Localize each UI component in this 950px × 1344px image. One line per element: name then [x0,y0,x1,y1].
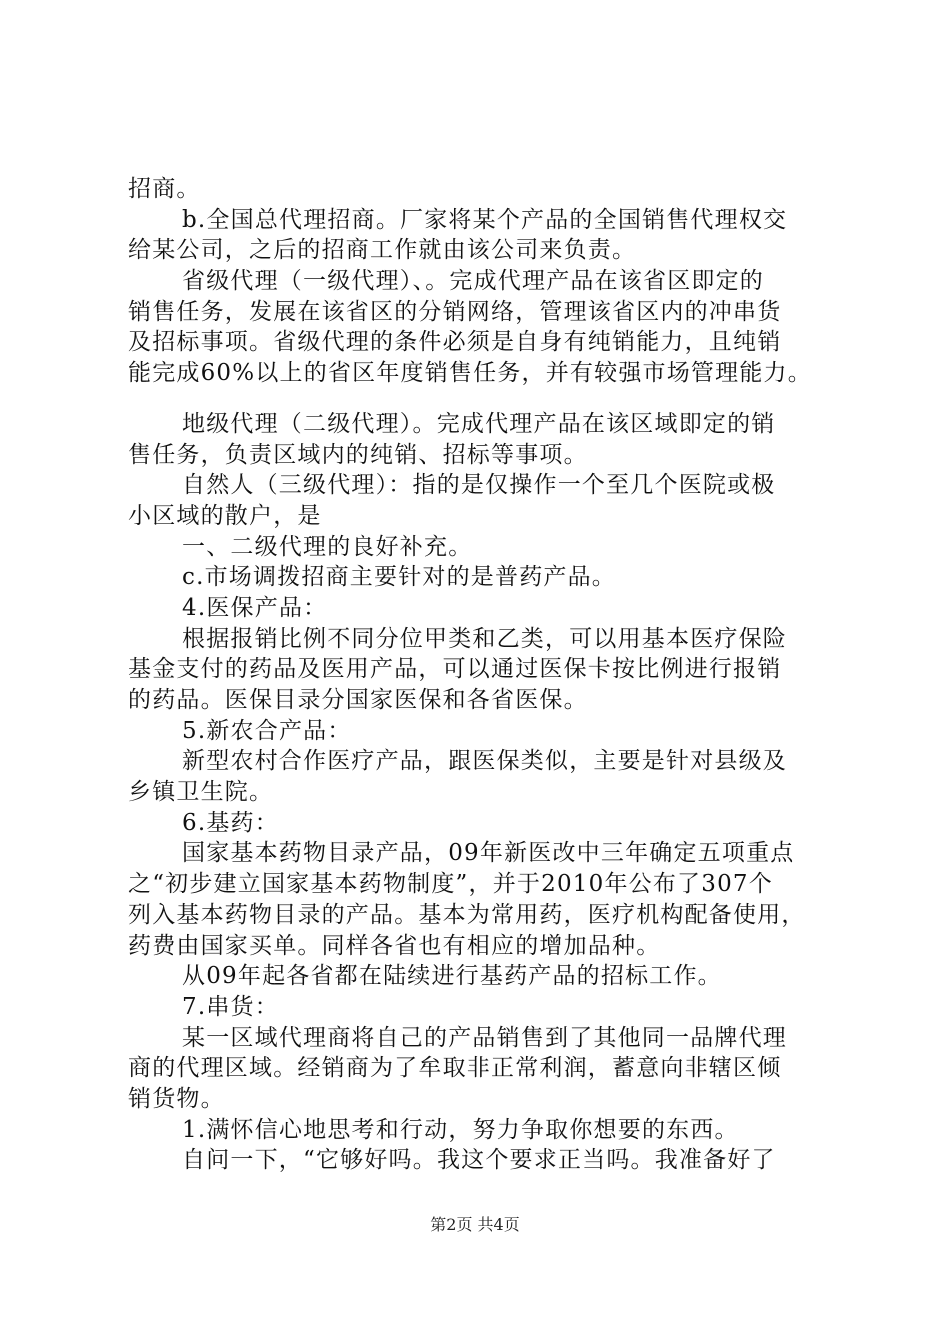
text-line: 新型农村合作医疗产品，跟医保类似，主要是针对县级及 [182,748,787,775]
text-line: 售任务，负责区域内的纯销、招标等事项。 [128,441,588,468]
text-line: 招商。 [128,176,201,202]
page-footer: 第2页 共4页 [430,1215,520,1234]
text-line: 自问一下，“它够好吗。我这个要求正当吗。我准备好了 [182,1147,776,1174]
text-line: 列入基本药物目录的产品。基本为常用药，医疗机构配备使用， [128,901,806,928]
text-line: 乡镇卫生院。 [128,779,274,806]
text-line: 自然人（三级代理）：指的是仅操作一个至几个医院或极 [182,472,776,499]
text-line: 一、二级代理的良好补充。 [182,533,473,560]
text-line: 根据报销比例不同分位甲类和乙类，可以用基本医疗保险 [182,625,787,652]
text-line: 药费由国家买单。同样各省也有相应的增加品种。 [128,932,661,959]
text-line: 6.基药： [182,809,279,836]
text-line: 销售任务，发展在该省区的分销网络，管理该省区内的冲串货 [128,298,782,325]
text-line: c.市场调拨招商主要针对的是普药产品。 [182,564,616,591]
text-line: 1.满怀信心地思考和行动，努力争取你想要的东西。 [182,1116,739,1143]
text-line: 7.串货： [182,993,279,1020]
document-body [128,174,840,1176]
text-line: 从09年起各省都在陆续进行基药产品的招标工作。 [182,963,722,990]
text-line: 之“初步建立国家基本药物制度”，并于2010年公布了307个 [128,871,773,898]
text-line: 的药品。医保目录分国家医保和各省医保。 [128,687,588,713]
text-line: b.全国总代理招商。厂家将某个产品的全国销售代理权交 [182,206,788,233]
text-line: 5.新农合产品： [182,717,352,744]
text-line: 地级代理（二级代理）。完成代理产品在该区域即定的销 [182,410,776,437]
paragraph-gap [128,389,840,409]
text-line: 某一区域代理商将自己的产品销售到了其他同一品牌代理 [182,1024,787,1051]
text-line: 销货物。 [128,1085,225,1112]
text-line: 给某公司，之后的招商工作就由该公司来负责。 [128,237,637,264]
text-line: 商的代理区域。经销商为了牟取非正常利润，蓄意向非辖区倾 [128,1055,782,1082]
text-line: 小区域的散户，是 [128,502,322,529]
text-line: 4.医保产品： [182,594,328,621]
text-line: 省级代理（一级代理）、。完成代理产品在该省区即定的 [182,268,764,295]
text-line: 基金支付的药品及医用产品，可以通过医保卡按比例进行报销 [128,656,782,683]
text-line: 国家基本药物目录产品，09年新医改中三年确定五项重点 [182,840,795,867]
text-line: 及招标事项。省级代理的条件必须是自身有纯销能力，且纯销 [128,329,782,356]
text-line: 能完成60%以上的省区年度销售任务，并有较强市场管理能力。 [128,360,812,387]
